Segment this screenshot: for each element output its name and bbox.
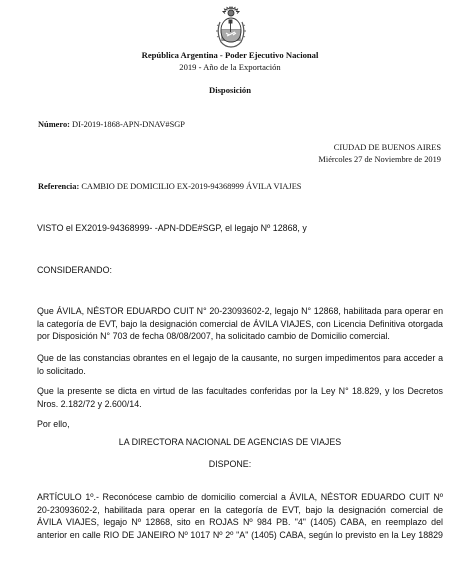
reference-label: Referencia: — [38, 182, 80, 191]
por-ello: Por ello, — [37, 419, 70, 429]
article-line: 20-23093602-2, habilitada para operar en la categoría de EVT, bajo la designación comercial de — [37, 504, 443, 515]
visto-paragraph: VISTO el EX2019-94368999- -APN-DDE#SGP, el legajo Nº 12868, y — [37, 223, 307, 233]
year-motto: 2019 - Año de la Exportación — [179, 62, 281, 72]
city: CIUDAD DE BUENOS AIRES — [333, 143, 441, 152]
national-coat-of-arms-icon — [215, 6, 247, 50]
document-number-value: DI-2019-1868-APN-DNAV#SGP — [72, 120, 185, 129]
paragraph-request — [37, 305, 443, 343]
considerando-heading: CONSIDERANDO: — [37, 265, 112, 275]
paragraph-line: la categoría de EVT, bajo la designación comercial de ÁVILA VIAJES, con Licencia Definitiva otorgada — [37, 318, 443, 329]
document-type: Disposición — [208, 85, 252, 95]
article-line: anterior en calle RIO DE JANEIRO Nº 1017 Nº 2º "A" (1405) CABA, según lo previsto en la Ley 18829 — [37, 530, 443, 541]
reference — [38, 182, 301, 191]
date: Miércoles 27 de Noviembre de 2019 — [318, 155, 441, 164]
paragraph-line: Nros. 2.182/72 y 2.600/14. — [37, 398, 142, 409]
dispone-heading: DISPONE: — [208, 459, 252, 469]
reference-value: CAMBIO DE DOMICILIO EX-2019-94368999 ÁVILA VIAJES — [81, 182, 302, 191]
document-number — [38, 120, 185, 129]
article-1 — [37, 491, 443, 542]
paragraph-constancias — [37, 352, 443, 377]
signatory-title: LA DIRECTORA NACIONAL DE AGENCIAS DE VIAJES — [118, 437, 342, 447]
paragraph-facultades — [37, 385, 443, 410]
place-and-date — [318, 142, 441, 166]
paragraph-line: por Disposición N° 703 de fecha 08/08/2007, ha solicitado cambio de Domicilio comercial. — [37, 331, 390, 342]
paragraph-line: Que ÁVILA, NÉSTOR EDUARDO CUIT N° 20-23093602-2, legajo N° 12868, habilitada para operar en — [37, 306, 443, 316]
document-number-label: Número: — [38, 120, 70, 129]
paragraph-line: Que de las constancias obrantes en el legajo de la causante, no surgen impedimentos para acceder a — [37, 353, 443, 363]
paragraph-line: Que la presente se dicta en virtud de las facultades conferidas por la Ley N° 18.829, y los Decretos — [37, 386, 443, 396]
article-line: ARTÍCULO 1º.- Reconócese cambio de domicilio comercial a ÁVILA, NÉSTOR EDUARDO CUIT Nº — [37, 492, 443, 502]
paragraph-line: lo solicitado. — [37, 365, 86, 376]
article-line: ÁVILA VIAJES, legajo Nº 12868, sito en ROJAS Nº 984 PB. "4" (1405) CABA, en reemplazo del — [37, 517, 443, 528]
issuer-header: República Argentina - Poder Ejecutivo Nacional — [141, 50, 319, 60]
